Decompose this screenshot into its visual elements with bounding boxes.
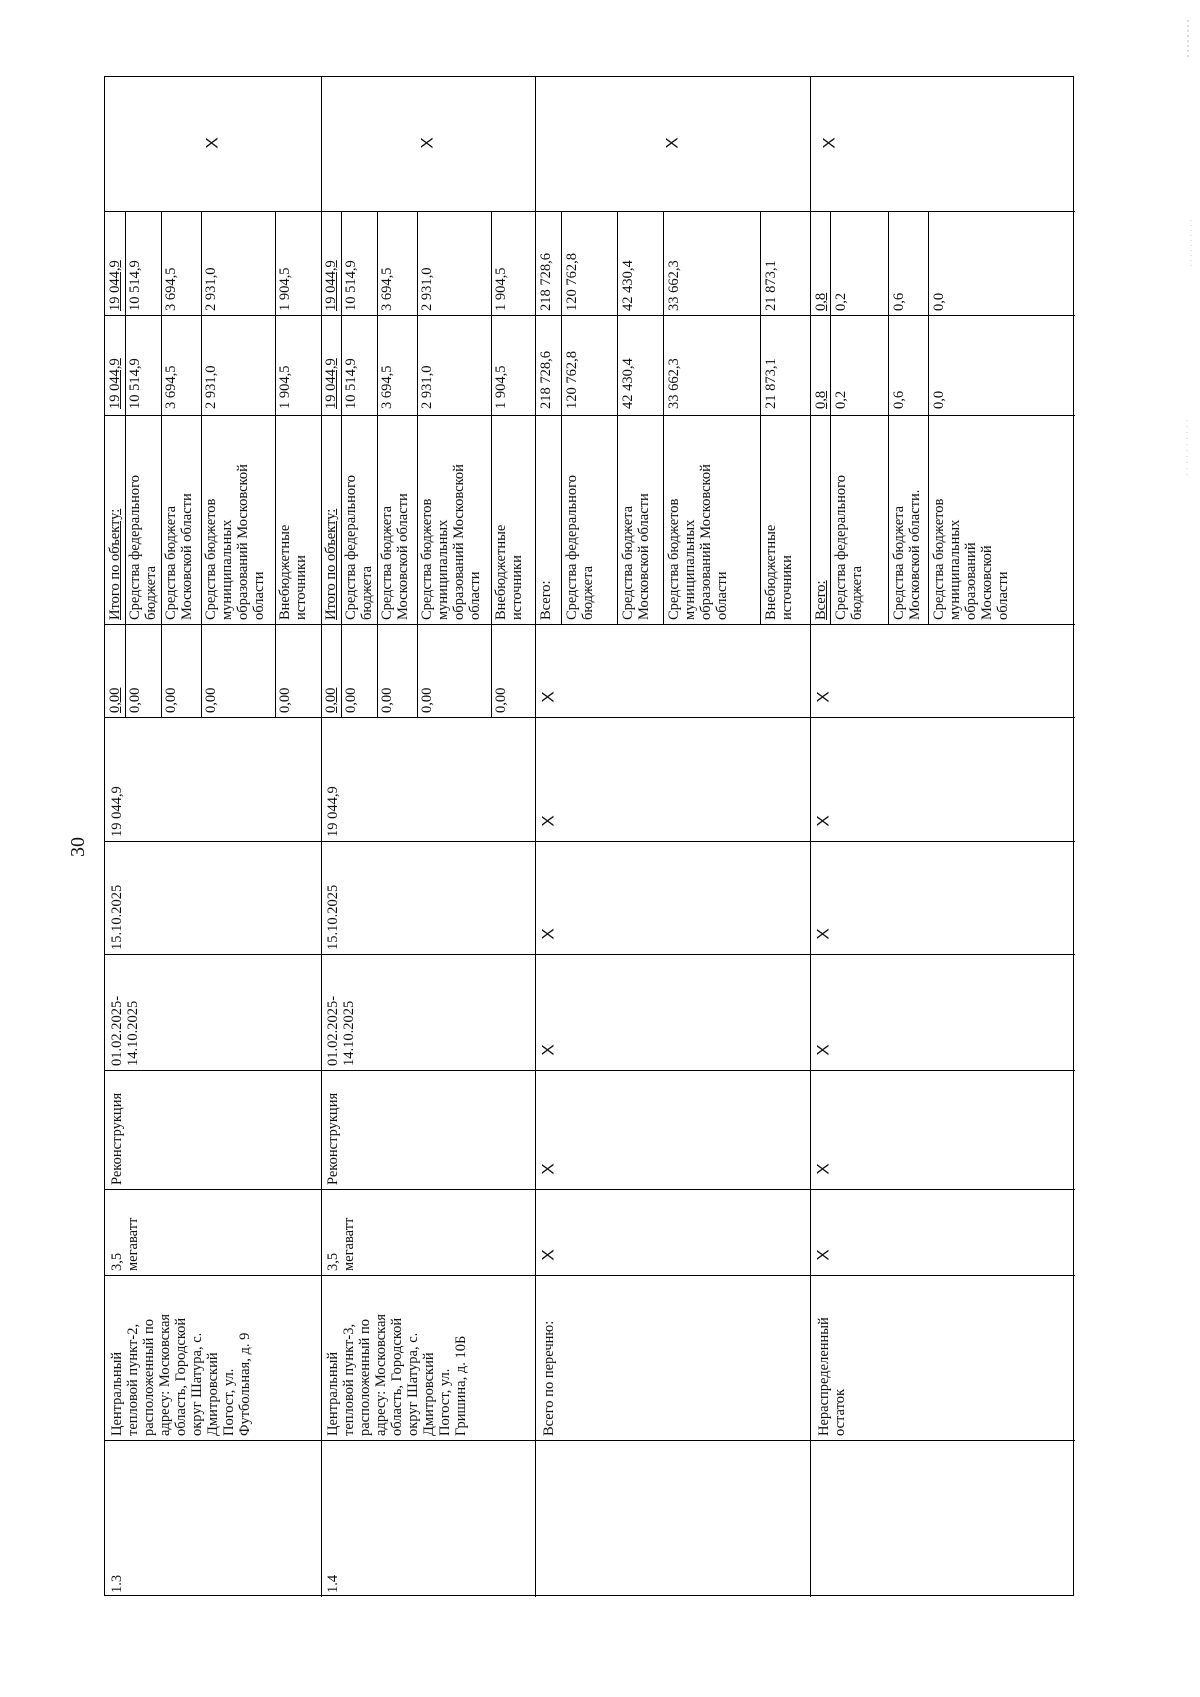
estimated-cost: 19 044,9: [109, 786, 125, 837]
x-mark: Х: [813, 1163, 833, 1175]
funding-amount: 0,00: [379, 687, 395, 713]
grid-line: [105, 624, 1075, 625]
x-mark: Х: [538, 1044, 558, 1056]
x-mark: Х: [819, 137, 839, 149]
row-number: 1.4: [325, 1574, 341, 1593]
funding-value: 19 044,9: [107, 260, 123, 311]
funding-value: 1 904,5: [493, 267, 509, 311]
funding-source: Всего:: [813, 580, 829, 620]
funding-amount: 0,00: [419, 687, 435, 713]
funding-source: Средства бюджета Московской области: [379, 493, 411, 620]
funding-source: Всего:: [538, 580, 554, 620]
grid-line: [321, 77, 322, 1597]
grid-line: [125, 211, 126, 717]
funding-source: Средства федерального бюджета: [833, 475, 865, 620]
x-mark: Х: [538, 691, 558, 703]
grid-line: [105, 841, 1075, 842]
funding-value: 42 430,4: [620, 358, 636, 409]
financing-table: [104, 76, 1074, 1596]
grid-line: [105, 1189, 1075, 1190]
grid-line: [535, 77, 536, 1597]
funding-value: 0,0: [931, 292, 947, 311]
grid-line: [491, 211, 492, 717]
total-label: Всего по перечню:: [541, 1320, 557, 1436]
x-mark: Х: [813, 1044, 833, 1056]
funding-source: Итого по объекту:: [107, 508, 123, 620]
funding-value: 0,6: [891, 390, 907, 409]
grid-line: [105, 954, 1075, 955]
funding-source: Средства федерального бюджета: [127, 475, 159, 620]
funding-value: 3 694,5: [163, 267, 179, 311]
grid-line: [888, 211, 889, 624]
grid-line: [341, 211, 342, 717]
funding-value: 218 728,6: [538, 351, 554, 409]
remainder-label: Нераспределенный остаток: [816, 1317, 848, 1436]
funding-value: 1 904,5: [277, 365, 293, 409]
funding-value: 0,2: [833, 292, 849, 311]
x-mark: Х: [813, 815, 833, 827]
funding-amount: 0,00: [343, 687, 359, 713]
funding-value: 1 904,5: [493, 365, 509, 409]
funding-value: 19 044,9: [107, 358, 123, 409]
funding-source: Средства бюджета Московской области: [620, 493, 652, 620]
funding-amount: 0,00: [107, 687, 123, 713]
funding-value: 3 694,5: [379, 267, 395, 311]
grid-line: [105, 315, 1075, 316]
x-mark: Х: [813, 691, 833, 703]
funding-value: 3 694,5: [163, 365, 179, 409]
funding-value: 10 514,9: [127, 358, 143, 409]
row-number: 1.3: [109, 1574, 125, 1593]
x-mark: Х: [662, 137, 682, 149]
work-period: 01.02.2025- 14.10.2025: [109, 995, 141, 1066]
funding-source: Итого по объекту:: [323, 508, 339, 620]
funding-source: Внебюджетные источники: [277, 524, 309, 620]
grid-line: [201, 211, 202, 717]
object-name: Центральный тепловой пункт-2, расположенный по адресу: Московская область, Городской округ Шатура, с. Дмитровский Погост, ул. Футбольная, д. 9: [109, 1313, 253, 1436]
grid-line: [417, 211, 418, 717]
deadline: 15.10.2025: [325, 884, 341, 950]
grid-line: [105, 211, 1075, 212]
x-mark: Х: [813, 928, 833, 940]
x-mark: Х: [538, 928, 558, 940]
funding-value: 3 694,5: [379, 365, 395, 409]
funding-source: Средства бюджетов муниципальных образований Московской области: [931, 498, 1011, 620]
funding-source: Средства бюджетов муниципальных образований Московской области: [203, 464, 267, 620]
funding-value: 1 904,5: [277, 267, 293, 311]
work-period: 01.02.2025- 14.10.2025: [325, 995, 357, 1066]
funding-value: 21 873,1: [763, 260, 779, 311]
grid-line: [617, 211, 618, 624]
grid-line: [105, 415, 1075, 416]
grid-line: [663, 211, 664, 624]
scan-edge-marks: [1182, 20, 1196, 480]
funding-value: 0,8: [813, 390, 829, 409]
x-mark: Х: [538, 1163, 558, 1175]
funding-source: Средства федерального бюджета: [564, 475, 596, 620]
funding-amount: 0,00: [493, 687, 509, 713]
funding-value: 33 662,3: [666, 260, 682, 311]
funding-source: Средства бюджетов муниципальных образований Московской области: [419, 464, 483, 620]
funding-value: 218 728,6: [538, 253, 554, 311]
grid-line: [830, 211, 831, 624]
funding-value: 2 931,0: [203, 267, 219, 311]
funding-value: 120 762,8: [564, 253, 580, 311]
object-name: Центральный тепловой пункт-3, расположенный по адресу: Московская область, Городской округ Шатура, с. Дмитровский Погост, ул. Гришина, д. 10Б: [325, 1313, 469, 1436]
capacity: 3,5 мегаватт: [325, 1217, 357, 1271]
funding-value: 2 931,0: [203, 365, 219, 409]
page-number: 30: [67, 837, 89, 857]
grid-line: [928, 211, 929, 624]
grid-line: [105, 717, 1075, 718]
funding-value: 0,6: [891, 292, 907, 311]
grid-line: [105, 1275, 1075, 1276]
funding-amount: 0,00: [277, 687, 293, 713]
funding-source: Средства бюджета Московской области: [163, 493, 195, 620]
funding-value: 10 514,9: [127, 260, 143, 311]
funding-value: 42 430,4: [620, 260, 636, 311]
funding-value: 2 931,0: [419, 365, 435, 409]
funding-value: 0,8: [813, 292, 829, 311]
work-type: Реконструкция: [109, 1092, 125, 1185]
funding-value: 33 662,3: [666, 358, 682, 409]
funding-value: 10 514,9: [343, 260, 359, 311]
funding-value: 19 044,9: [323, 260, 339, 311]
funding-source: Средства бюджетов муниципальных образований Московской области: [666, 464, 730, 620]
funding-value: 0,0: [931, 390, 947, 409]
grid-line: [275, 211, 276, 717]
x-mark: Х: [538, 815, 558, 827]
x-mark: Х: [417, 137, 437, 149]
funding-value: 19 044,9: [323, 358, 339, 409]
funding-value: 2 931,0: [419, 267, 435, 311]
funding-amount: 0,00: [127, 687, 143, 713]
funding-value: 21 873,1: [763, 358, 779, 409]
funding-amount: 0,00: [323, 687, 339, 713]
work-type: Реконструкция: [325, 1092, 341, 1185]
grid-line: [760, 211, 761, 624]
grid-line: [810, 77, 811, 1597]
funding-amount: 0,00: [163, 687, 179, 713]
funding-source: Средства бюджета Московской области.: [891, 489, 923, 620]
funding-amount: 0,00: [203, 687, 219, 713]
estimated-cost: 19 044,9: [325, 786, 341, 837]
funding-value: 10 514,9: [343, 358, 359, 409]
grid-line: [105, 1070, 1075, 1071]
grid-line: [377, 211, 378, 717]
deadline: 15.10.2025: [109, 884, 125, 950]
funding-value: 120 762,8: [564, 351, 580, 409]
capacity: 3,5 мегаватт: [109, 1217, 141, 1271]
funding-value: 0,2: [833, 390, 849, 409]
grid-line: [561, 211, 562, 624]
x-mark: Х: [202, 137, 222, 149]
x-mark: Х: [813, 1249, 833, 1261]
funding-source: Внебюджетные источники: [493, 524, 525, 620]
funding-source: Средства федерального бюджета: [343, 475, 375, 620]
x-mark: Х: [538, 1249, 558, 1261]
funding-source: Внебюджетные источники: [763, 524, 795, 620]
grid-line: [161, 211, 162, 717]
grid-line: [105, 1440, 1075, 1441]
